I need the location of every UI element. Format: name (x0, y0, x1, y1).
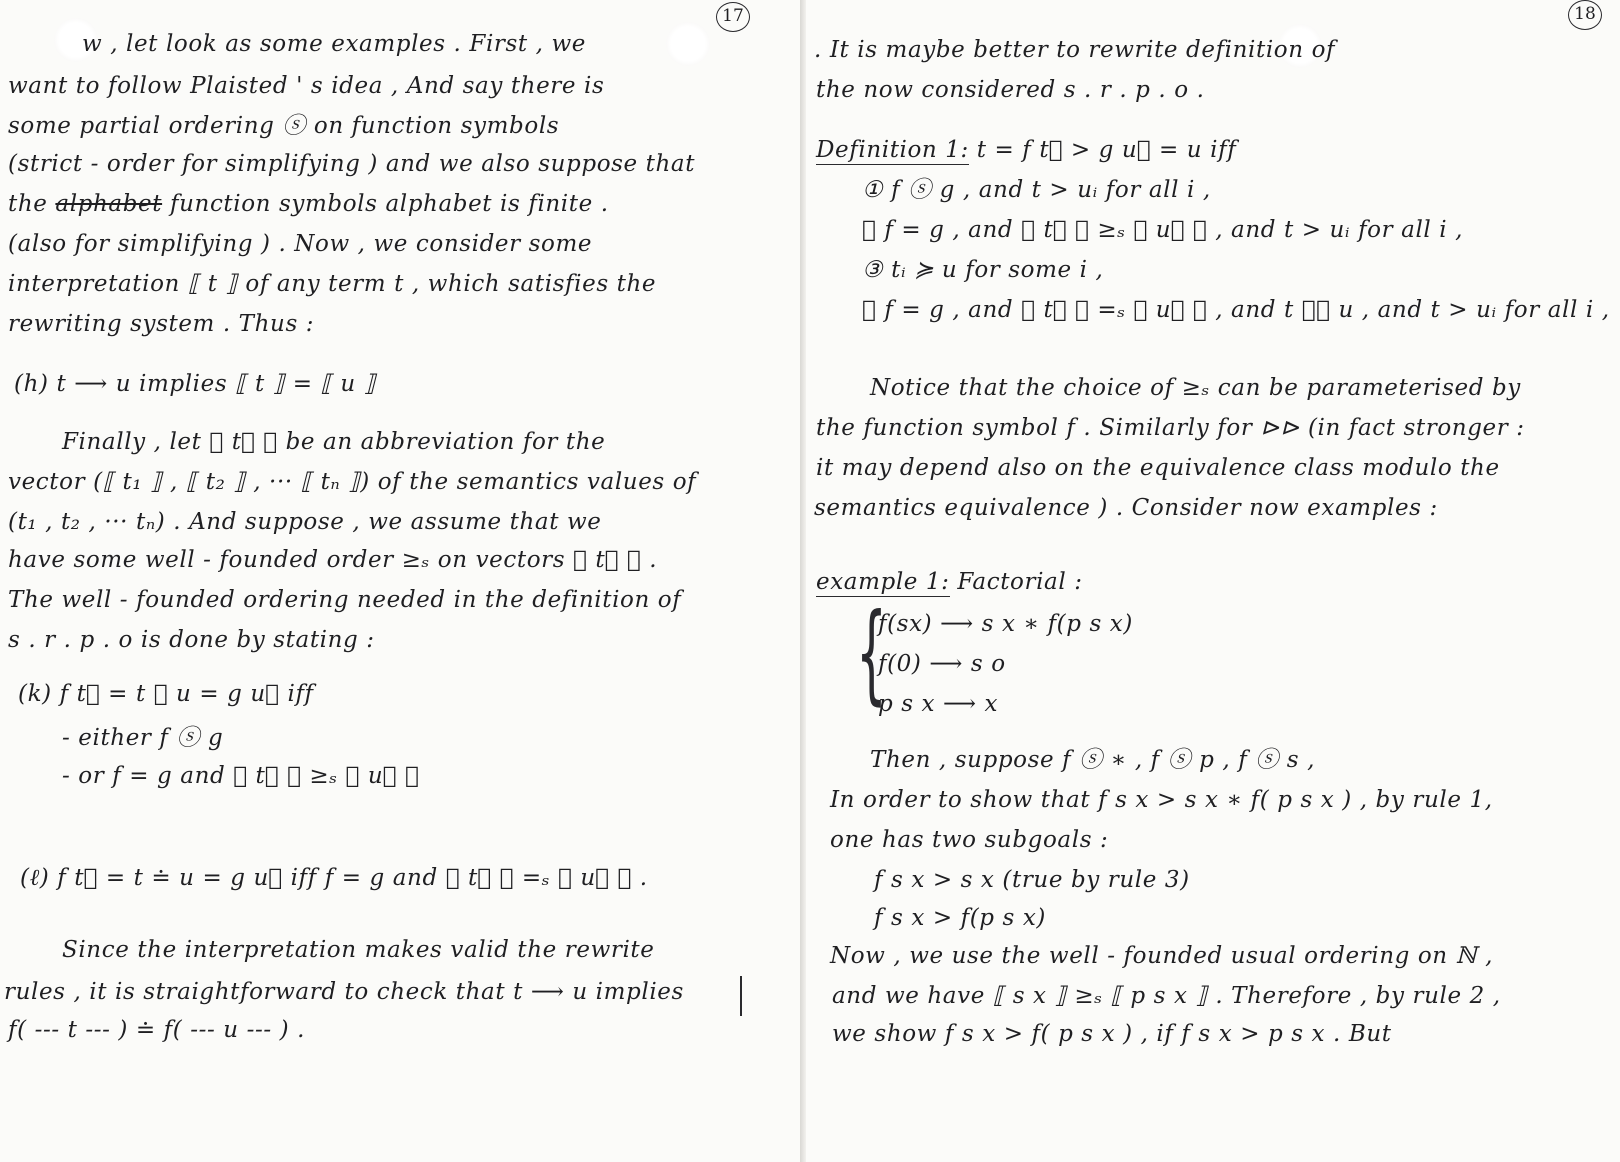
text-line: we show f s x > f( p s x ) , if f s x > p s x . But (832, 1021, 1392, 1047)
text-line: rules , it is straightforward to check that t ⟶ u implies (4, 979, 684, 1005)
struck-word: alphabet (55, 191, 163, 217)
definition-item: ④ f = g , and ⟦ t⃗ ⟧ =ₛ ⟦ u⃗ ⟧ , and t ⊳⊳ u , and t > uᵢ for all i , (862, 297, 1610, 323)
text-line: f( --- t --- ) ≐ f( --- u --- ) . (8, 1017, 306, 1043)
text-line: rewriting system . Thus : (8, 311, 315, 337)
text-fragment: the (8, 191, 56, 217)
text-line: (also for simplifying ) . Now , we consider some (8, 231, 593, 257)
definition-title: Definition 1: (816, 137, 969, 163)
example-title: example 1: (816, 569, 950, 595)
definition-item: ② f = g , and ⟦ t⃗ ⟧ ≥ₛ ⟦ u⃗ ⟧ , and t > uᵢ for all i , (862, 217, 1464, 243)
rule-k: (k) f t⃗ = t ≽ u = g u⃗ iff (18, 681, 314, 707)
text-line: Now , we use the well - founded usual ordering on ℕ , (830, 943, 1494, 969)
rule-k-either: - either f ⓢ g (62, 725, 224, 751)
text-line-with-strikeout (8, 190, 609, 218)
margin-mark (740, 976, 742, 1016)
text-line: . It is maybe better to rewrite definition of (814, 37, 1336, 63)
text-line: one has two subgoals : (830, 827, 1109, 853)
text-line: it may depend also on the equivalence class modulo the (816, 455, 1500, 481)
rule-l: (ℓ) f t⃗ = t ≐ u = g u⃗ iff f = g and ⟦ t⃗ ⟧ =ₛ ⟦ u⃗ ⟧ . (20, 865, 648, 891)
text-line: In order to show that f s x > s x ∗ f( p s x ) , by rule 1, (830, 787, 1493, 813)
text-line: (t₁ , t₂ , ··· tₙ) . And suppose , we assume that we (8, 509, 602, 535)
page-number: 17 (716, 2, 750, 32)
right-page (806, 0, 1620, 1162)
definition-item: ③ tᵢ ≽ u for some i , (862, 257, 1104, 283)
rewrite-rule: p s x ⟶ x (878, 691, 999, 717)
rule-brace: { (856, 591, 887, 716)
text-line: function symbols alphabet is finite . (170, 191, 609, 217)
definition-item: ① f ⓢ g , and t > uᵢ for all i , (862, 177, 1211, 203)
text-line: the function symbol f . Similarly for ⊳⊳ (in fact stronger : (816, 415, 1525, 441)
punch-hole (666, 22, 710, 66)
text-line: w , let look as some examples . First , we (82, 31, 586, 57)
text-line: f s x > f(p s x) (874, 905, 1046, 931)
text-line: (strict - order for simplifying ) and we also suppose that (8, 151, 696, 177)
page-number: 18 (1568, 0, 1602, 30)
example-name: Factorial : (957, 569, 1083, 595)
text-fragment (162, 191, 170, 217)
left-page (0, 0, 800, 1162)
text-line: Notice that the choice of ≥ₛ can be parameterised by (870, 375, 1521, 401)
rewrite-rule: f(sx) ⟶ s x ∗ f(p s x) (878, 611, 1133, 637)
text-line: f s x > s x (true by rule 3) (874, 867, 1190, 893)
text-line: and we have ⟦ s x ⟧ ≥ₛ ⟦ p s x ⟧ . Therefore , by rule 2 , (832, 983, 1501, 1009)
text-line: want to follow Plaisted ' s idea , And say there is (8, 73, 605, 99)
text-line: vector (⟦ t₁ ⟧ , ⟦ t₂ ⟧ , ··· ⟦ tₙ ⟧) of the semantics values of (8, 469, 697, 495)
rewrite-rule: f(0) ⟶ s o (878, 651, 1006, 677)
text-line: semantics equivalence ) . Consider now examples : (814, 495, 1438, 521)
text-line: the now considered s . r . p . o . (816, 77, 1205, 103)
text-line: Since the interpretation makes valid the rewrite (62, 937, 655, 963)
text-line: interpretation ⟦ t ⟧ of any term t , which satisfies the (8, 271, 657, 297)
rule-h: (h) t ⟶ u implies ⟦ t ⟧ = ⟦ u ⟧ (14, 371, 376, 397)
text-line: Finally , let ⟦ t⃗ ⟧ be an abbreviation for the (62, 429, 606, 455)
text-line: some partial ordering ⓢ on function symbols (8, 113, 560, 139)
text-line: The well - founded ordering needed in the definition of (8, 587, 682, 613)
text-line: have some well - founded order ≥ₛ on vectors ⟦ t⃗ ⟧ . (8, 547, 658, 573)
definition-heading (816, 136, 1236, 164)
text-line: s . r . p . o is done by stating : (8, 627, 375, 653)
definition-statement: t = f t⃗ > g u⃗ = u iff (976, 137, 1237, 163)
rule-k-or: - or f = g and ⟦ t⃗ ⟧ ≥ₛ ⟦ u⃗ ⟧ (62, 763, 420, 789)
text-line: Then , suppose f ⓢ ∗ , f ⓢ p , f ⓢ s , (870, 747, 1315, 773)
